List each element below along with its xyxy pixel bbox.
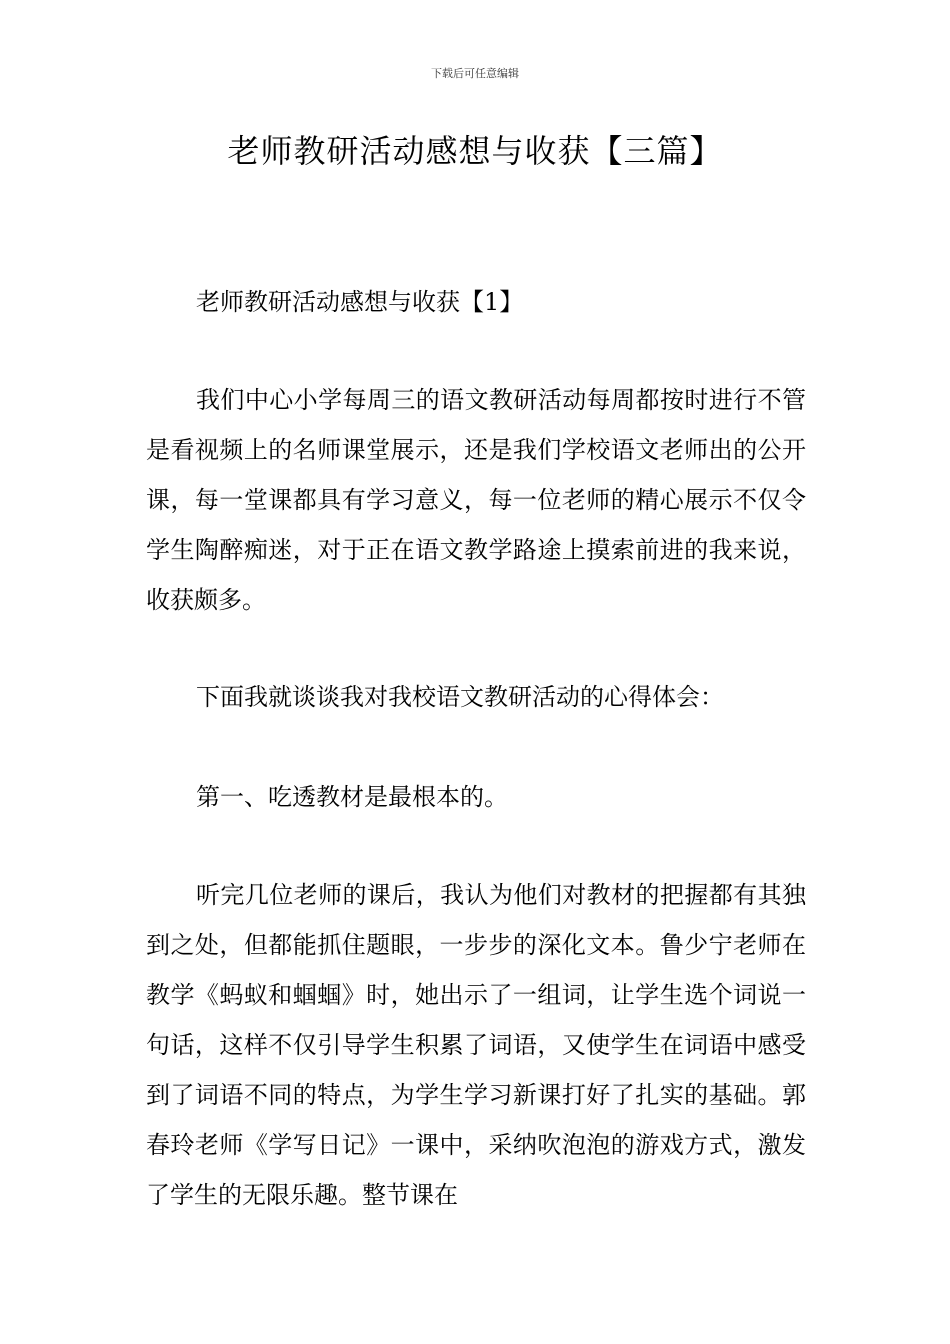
- header-note: 下载后可任意编辑: [431, 67, 519, 80]
- paragraph: 我们中心小学每周三的语文教研活动每周都按时进行不管是看视频上的名师课堂展示，还是我们学校语文老师出的公开课，每一堂课都具有学习意义，每一位老师的精心展示不仅令学生陶醉痴迷，对于正在语文教学路途上摸索前进的我来说，收获颇多。: [146, 386, 806, 614]
- paragraph: 下面我就谈谈我对我校语文教研活动的心得体会：: [196, 683, 724, 711]
- document-title: 老师教研活动感想与收获【三篇】: [227, 132, 723, 170]
- paragraph: 听完几位老师的课后，我认为他们对教材的把握都有其独到之处，但都能抓住题眼，一步步的深化文本。鲁少宁老师在教学《蚂蚁和蝈蝈》时，她出示了一组词，让学生选个词说一句话，这样不仅引导学生积累了词语，又使学生在词语中感受到了词语不同的特点，为学生学习新课打好了扎实的基础。郭春玲老师《学写日记》一课中，采纳吹泡泡的游戏方式，激发了学生的无限乐趣。整节课在: [146, 881, 806, 1209]
- paragraph: 第一、吃透教材是最根本的。: [196, 783, 508, 811]
- section-heading: 老师教研活动感想与收获【1】: [196, 288, 524, 316]
